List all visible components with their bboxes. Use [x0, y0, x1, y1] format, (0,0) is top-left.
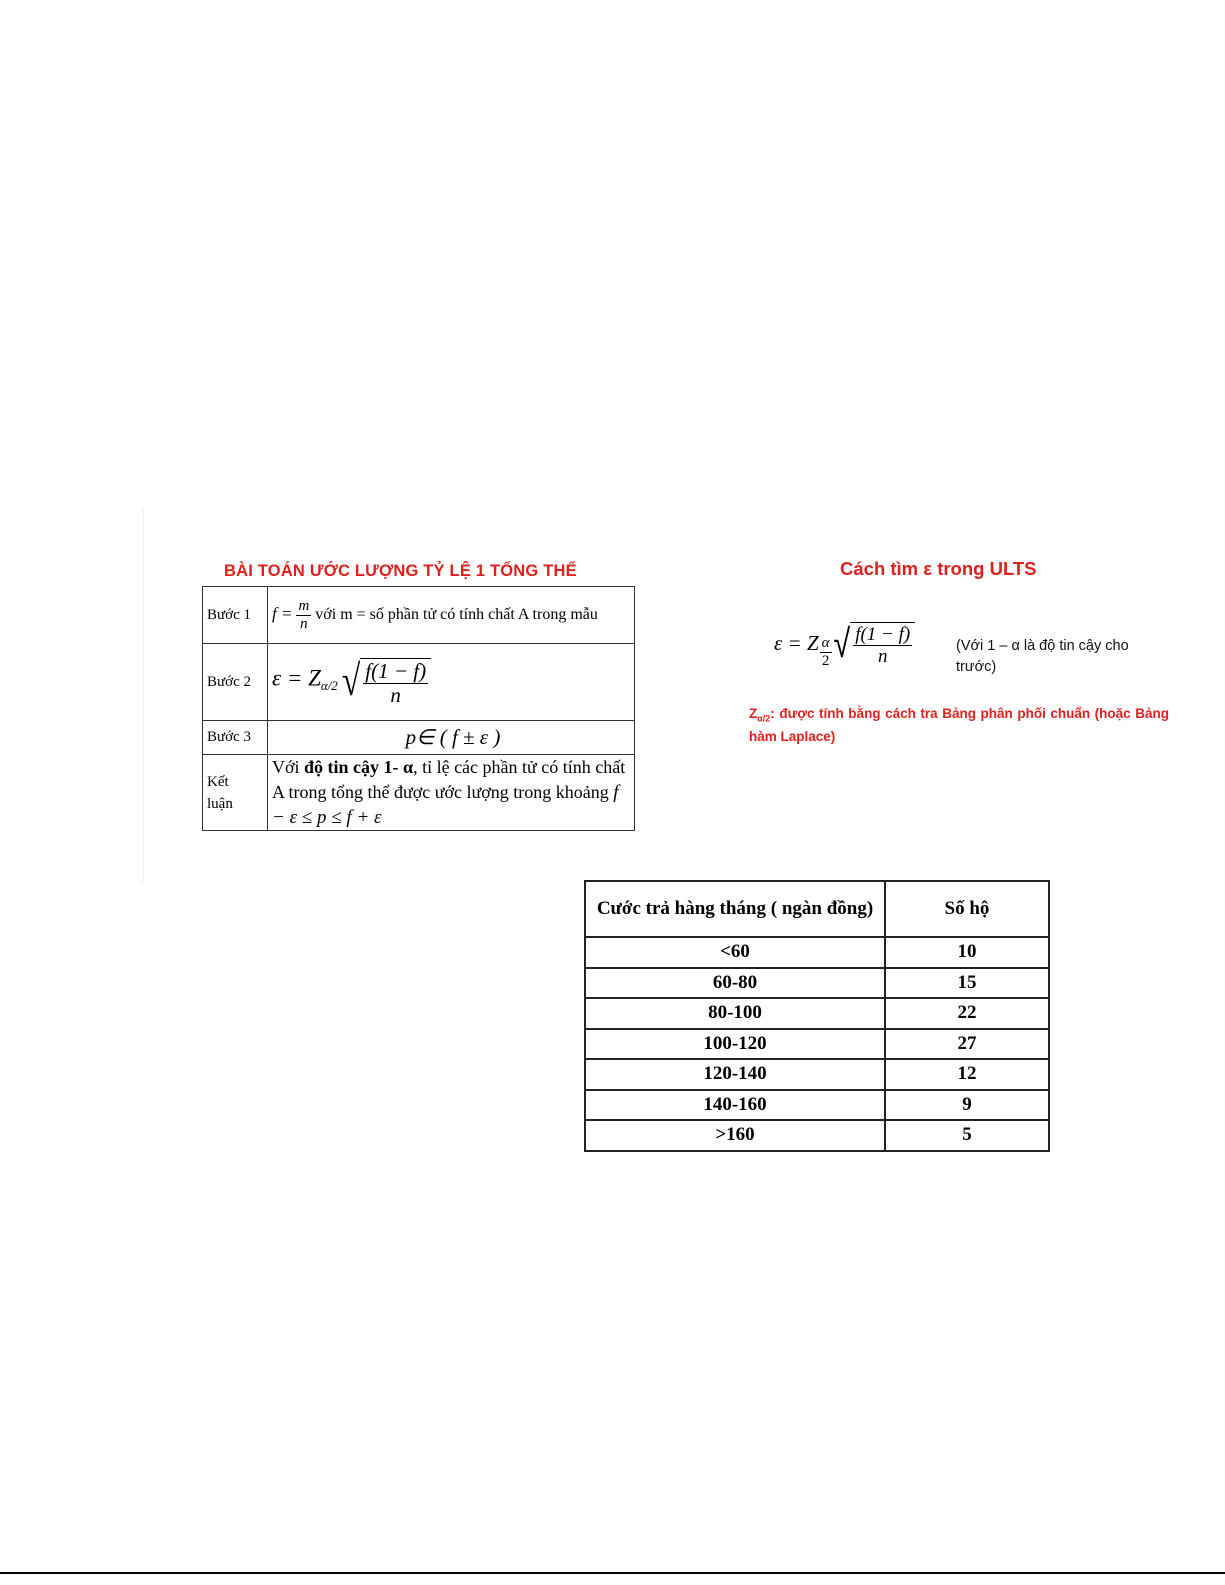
step-row-4: [203, 755, 635, 831]
step-row-1: [203, 587, 635, 644]
left-title: BÀI TOÁN ƯỚC LƯỢNG TỶ LỆ 1 TỔNG THỂ: [224, 562, 577, 580]
fee-range: 100-120: [585, 1029, 885, 1060]
step-label: Kết luận: [207, 773, 233, 812]
fee-header-row: [585, 881, 1049, 937]
step3-expr: p∈ ( f ± ε ): [405, 725, 501, 749]
step2-sub: α/2: [320, 677, 338, 693]
z-main: Z: [749, 706, 758, 721]
fee-range: 120-140: [585, 1059, 885, 1090]
step1-fraction: [296, 599, 311, 632]
eps-sqrt: [834, 622, 916, 666]
sqrt-icon: √: [833, 621, 851, 666]
table-row: [585, 1120, 1049, 1151]
z-text: : được tính bằng cách tra Bảng phân phối chuẩn (hoặc Bảng hàm Laplace): [749, 706, 1169, 744]
fee-range: >160: [585, 1120, 885, 1151]
table-row: [585, 937, 1049, 968]
table-row: [585, 1059, 1049, 1090]
fee-range: 80-100: [585, 998, 885, 1029]
eps-sub-two: 2: [821, 653, 830, 669]
household-count: 5: [885, 1120, 1049, 1151]
household-count: 10: [885, 937, 1049, 968]
epsilon-formula: [774, 618, 915, 669]
fee-range: 60-80: [585, 968, 885, 999]
sqrt-icon: √: [341, 657, 361, 706]
fee-header-households: Số hộ: [885, 881, 1049, 937]
conclusion-text: , tỉ lệ các phần tử có tính chất A trong tổng thể được ước lượng trong khoảng: [272, 757, 626, 802]
step2-den: n: [390, 683, 401, 707]
table-row: [585, 998, 1049, 1029]
fee-table: [584, 880, 1050, 1152]
fee-range: <60: [585, 937, 885, 968]
household-count: 15: [885, 968, 1049, 999]
step-row-2: [203, 644, 635, 721]
step1-m: m: [298, 597, 310, 614]
household-count: 12: [885, 1059, 1049, 1090]
z-note: [749, 705, 1169, 746]
table-row: [585, 1090, 1049, 1121]
fee-header-fee: Cước trả hàng tháng ( ngàn đồng): [585, 881, 885, 937]
conclusion-pre: Với: [272, 757, 305, 777]
step-label: Bước 1: [203, 587, 268, 644]
right-title: Cách tìm ε trong ULTS: [840, 558, 1037, 579]
step-row-3: [203, 721, 635, 755]
z-sub: α/2: [757, 713, 771, 724]
step1-f: f =: [272, 603, 293, 623]
steps-table: [202, 586, 635, 831]
eps-sub-alpha: α: [821, 635, 830, 651]
table-row: [585, 968, 1049, 999]
eps-sub: [820, 636, 832, 669]
step1-n: n: [300, 615, 308, 632]
household-count: 22: [885, 998, 1049, 1029]
eps-lhs: ε = Z: [774, 631, 819, 655]
eps-den: n: [877, 645, 888, 667]
step2-num: f(1 − f): [365, 659, 427, 683]
fee-range: 140-160: [585, 1090, 885, 1121]
conclusion-interval: f − ε ≤ p ≤ f + ε: [272, 782, 619, 828]
step2-sqrt: [342, 658, 431, 706]
step-label: Bước 2: [203, 644, 268, 721]
eps-note: (Với 1 – α là độ tin cậy cho trước): [956, 638, 1129, 675]
conclusion-bold: độ tin cậy 1- α: [304, 757, 414, 777]
household-count: 27: [885, 1029, 1049, 1060]
table-row: [585, 1029, 1049, 1060]
page-bottom-rule: [0, 1572, 1225, 1574]
household-count: 9: [885, 1090, 1049, 1121]
step-label: Bước 3: [203, 721, 268, 755]
step2-lhs: ε = Z: [272, 665, 321, 691]
step1-text: với m = số phần tử có tính chất A trong mẫu: [315, 605, 598, 623]
eps-num: f(1 − f): [855, 623, 911, 645]
